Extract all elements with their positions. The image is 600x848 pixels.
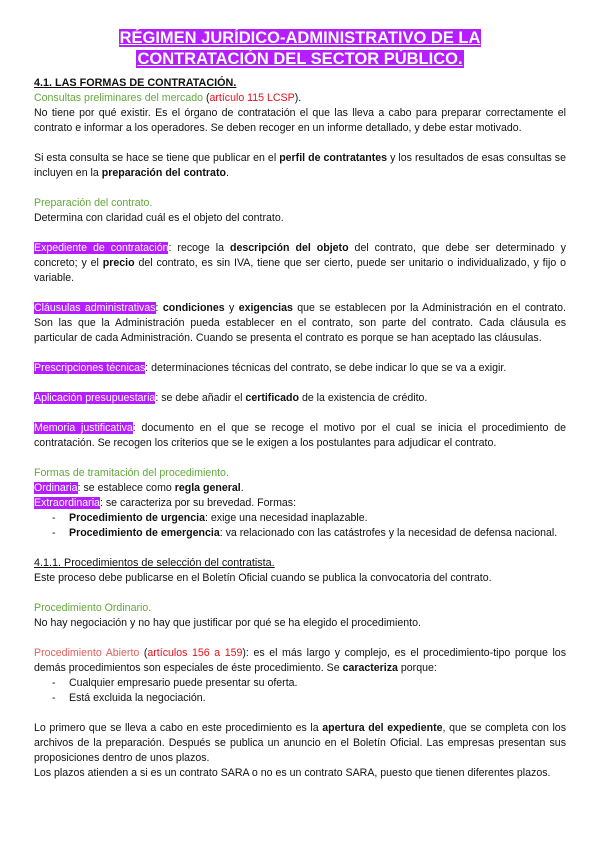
consultas-label: Consultas preliminares del mercado <box>34 92 203 104</box>
consultas-ref: artículo 115 LCSP <box>209 92 295 104</box>
final-paragraph-2: Los plazos atienden a si es un contrato SARA o no es un contrato SARA, puesto que tienen diferentes plazos. <box>34 767 551 779</box>
consultas-paragraph-2: Si esta consulta se hace se tiene que publicar en el perfil de contratantes y los resultados de esas consultas se incluyen en la preparación del contrato. <box>34 152 566 179</box>
formas-label: Formas de tramitación del procedimiento. <box>34 467 229 479</box>
list-item: - Está excluida la negociación. <box>52 691 566 706</box>
formas-list <box>34 511 566 541</box>
abierto-label: Procedimiento Abierto <box>34 647 140 659</box>
memoria-label: Memoria justificativa <box>34 422 133 434</box>
preparacion-text: Determina con claridad cuál es el objeto del contrato. <box>34 212 284 224</box>
section-heading-4-1: 4.1. LAS FORMAS DE CONTRATACIÓN. <box>34 77 237 89</box>
document-title <box>34 28 566 70</box>
title-line-1: RÉGIMEN JURÍDICO-ADMINISTRATIVO DE LA <box>119 29 481 47</box>
ordinario-label: Procedimiento Ordinario. <box>34 602 152 614</box>
list-item: - Procedimiento de emergencia: va relacionado con las catástrofes y la necesidad de defensa nacional. <box>52 526 566 541</box>
seleccion-text: Este proceso debe publicarse en el Boletín Oficial cuando se publica la convocatoria del contrato. <box>34 572 492 584</box>
aplicacion-paragraph: Aplicación presupuestaria: se debe añadir el certificado de la existencia de crédito. <box>34 392 428 404</box>
ordinario-text: No hay negociación y no hay que justificar por qué se ha elegido el procedimiento. <box>34 617 421 629</box>
extraordinaria-label: Extraordinaria <box>34 497 100 509</box>
memoria-paragraph: Memoria justificativa: documento en el que se recoge el motivo por el cual se inicia el procedimiento de contratación. Se recogen los criterios que se le exigen a los postulantes para adjudicar el contrato. <box>34 422 566 449</box>
final-paragraph-1: Lo primero que se lleva a cabo en este procedimiento es la apertura del expediente, que se completa con los archivos de la preparación. Después se publica un anuncio en el Boletín Oficial. Las empresas presentan sus proposiciones dentro de unos plazos. <box>34 722 566 764</box>
consultas-paragraph-1: No tiene por qué existir. Es el órgano de contratación el que las lleva a cabo para preparar correctamente el contrato e informar a los operadores. Se deben recoger en un informe detallado, y debe estar motivado. <box>34 107 566 134</box>
section-heading-4-1-1: 4.1.1. Procedimientos de selección del contratista. <box>34 557 275 569</box>
prescripciones-paragraph: Prescripciones técnicas: determinaciones técnicas del contrato, se debe indicar lo que se va a exigir. <box>34 362 507 374</box>
preparacion-label: Preparación del contrato. <box>34 197 153 209</box>
prescripciones-label: Prescripciones técnicas <box>34 362 146 374</box>
abierto-list <box>34 676 566 706</box>
title-line-2: CONTRATACIÓN DEL SECTOR PÚBLICO. <box>137 50 463 68</box>
expediente-paragraph: Expediente de contratación: recoge la descripción del objeto del contrato, que debe ser determinado y concreto; y el precio del contrato, es sin IVA, tiene que ser cierto, puede ser unitario o individualizado, y fijo o variable. <box>34 242 566 284</box>
list-item: - Procedimiento de urgencia: exige una necesidad inaplazable. <box>52 511 566 526</box>
ordinaria-line: Ordinaria: se establece como regla general. <box>34 482 244 494</box>
list-item: - Cualquier empresario puede presentar su oferta. <box>52 676 566 691</box>
extraordinaria-line: Extraordinaria: se caracteriza por su brevedad. Formas: <box>34 497 297 509</box>
consultas-heading: Consultas preliminares del mercado (artículo 115 LCSP). <box>34 92 302 104</box>
clausulas-paragraph: Cláusulas administrativas: condiciones y exigencias que se establecen por la Administración en el contrato. Son las que la Administración pueda establecer en el contrato, son parte del contrato. Cada cláusula es particular de cada Administración. Cuando se presenta el contrato es porque se han aceptado las cláusulas. <box>34 302 566 344</box>
abierto-paragraph: Procedimiento Abierto (artículos 156 a 159): es el más largo y complejo, es el procedimiento-tipo porque los demás procedimientos son especiales de éste procedimiento. Se caracteriza porque: <box>34 647 566 674</box>
aplicacion-label: Aplicación presupuestaria <box>34 392 156 404</box>
clausulas-label: Cláusulas administrativas <box>34 302 156 314</box>
abierto-ref: artículos 156 a 159 <box>147 647 243 659</box>
ordinaria-label: Ordinaria <box>34 482 78 494</box>
expediente-label: Expediente de contratación <box>34 242 169 254</box>
